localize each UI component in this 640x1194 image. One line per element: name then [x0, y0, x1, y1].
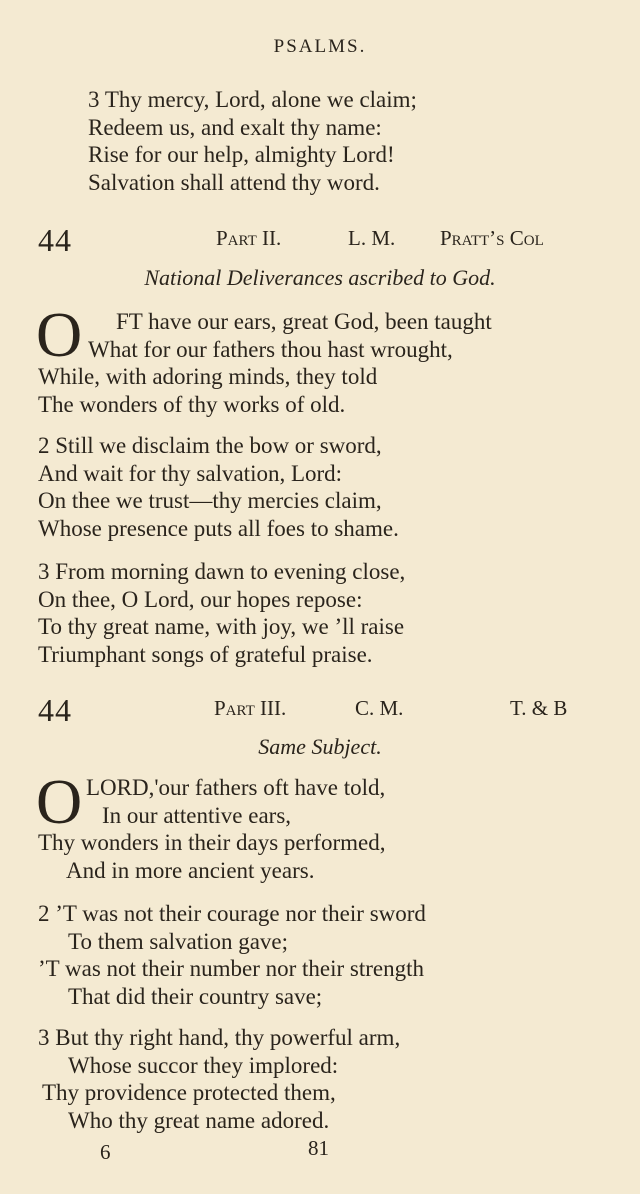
verse-line: 2 ’T was not their courage nor their sword	[38, 901, 426, 926]
running-head: PSALMS.	[273, 36, 367, 57]
verse-line: 3 But thy right hand, thy powerful arm,	[38, 1025, 401, 1050]
hymn-subtitle: National Deliverances ascribed to God.	[144, 265, 496, 290]
hymn-subtitle: Same Subject.	[258, 734, 382, 759]
signature-mark: 6	[100, 1140, 111, 1164]
page-number: 81	[308, 1136, 329, 1160]
part-label: Part II.	[216, 226, 282, 250]
verse-line: And wait for thy salvation, Lord:	[38, 460, 343, 486]
verse-line: In our attentive ears,	[102, 802, 292, 828]
verse-line: Thy wonders in their days performed,	[38, 830, 386, 856]
verse-line: Salvation shall attend thy word.	[88, 170, 380, 196]
tune-label: T. & B	[510, 696, 568, 720]
meter-label: L. M.	[348, 226, 396, 250]
hymn-number: 44	[38, 692, 72, 728]
hymn-number: 44	[38, 222, 72, 258]
verse-line: On thee we trust—thy mercies claim,	[38, 488, 382, 514]
stanza	[36, 766, 386, 885]
verse-line: FT have our ears, great God, been taught	[116, 309, 492, 334]
verse-line: The wonders of thy works of old.	[38, 392, 346, 418]
verse-line: And in more ancient years.	[66, 858, 315, 884]
verse-line: LORD,'our fathers oft have told,	[86, 775, 386, 800]
stanza	[38, 432, 399, 543]
verse-line: Whose presence puts all foes to shame.	[38, 516, 399, 542]
verse-line: Who thy great name adored.	[68, 1108, 330, 1134]
drop-cap: O	[36, 299, 83, 370]
verse-line: That did their country save;	[68, 984, 323, 1010]
verse-line: ’T was not their number nor their strength	[38, 956, 425, 982]
meter-label: C. M.	[355, 696, 404, 720]
verse-line: To them salvation gave;	[68, 928, 289, 954]
verse-line: Whose succor they implored:	[68, 1052, 339, 1078]
stanza	[38, 308, 492, 419]
stanza	[38, 1024, 400, 1135]
drop-cap: O	[36, 766, 83, 837]
verse-line: Redeem us, and exalt thy name:	[88, 114, 382, 140]
verse-line: What for our fathers thou hast wrought,	[88, 336, 453, 362]
top-stanza	[88, 86, 417, 197]
verse-line: To thy great name, with joy, we ’ll raise	[38, 614, 405, 640]
stanza	[38, 558, 405, 669]
verse-line: Triumphant songs of grateful praise.	[38, 642, 373, 668]
stanza	[38, 900, 426, 1011]
verse-line: On thee, O Lord, our hopes repose:	[38, 586, 363, 612]
verse-line: Thy providence protected them,	[42, 1080, 336, 1106]
verse-line: Rise for our help, almighty Lord!	[88, 142, 395, 168]
verse-line: 2 Still we disclaim the bow or sword,	[38, 433, 382, 458]
tune-label: Pratt’s Col	[440, 226, 544, 250]
verse-line: While, with adoring minds, they told	[38, 364, 378, 390]
verse-line: 3 From morning dawn to evening close,	[38, 559, 406, 584]
part-label: Part III.	[214, 696, 287, 720]
verse-line: 3 Thy mercy, Lord, alone we claim;	[88, 87, 417, 112]
